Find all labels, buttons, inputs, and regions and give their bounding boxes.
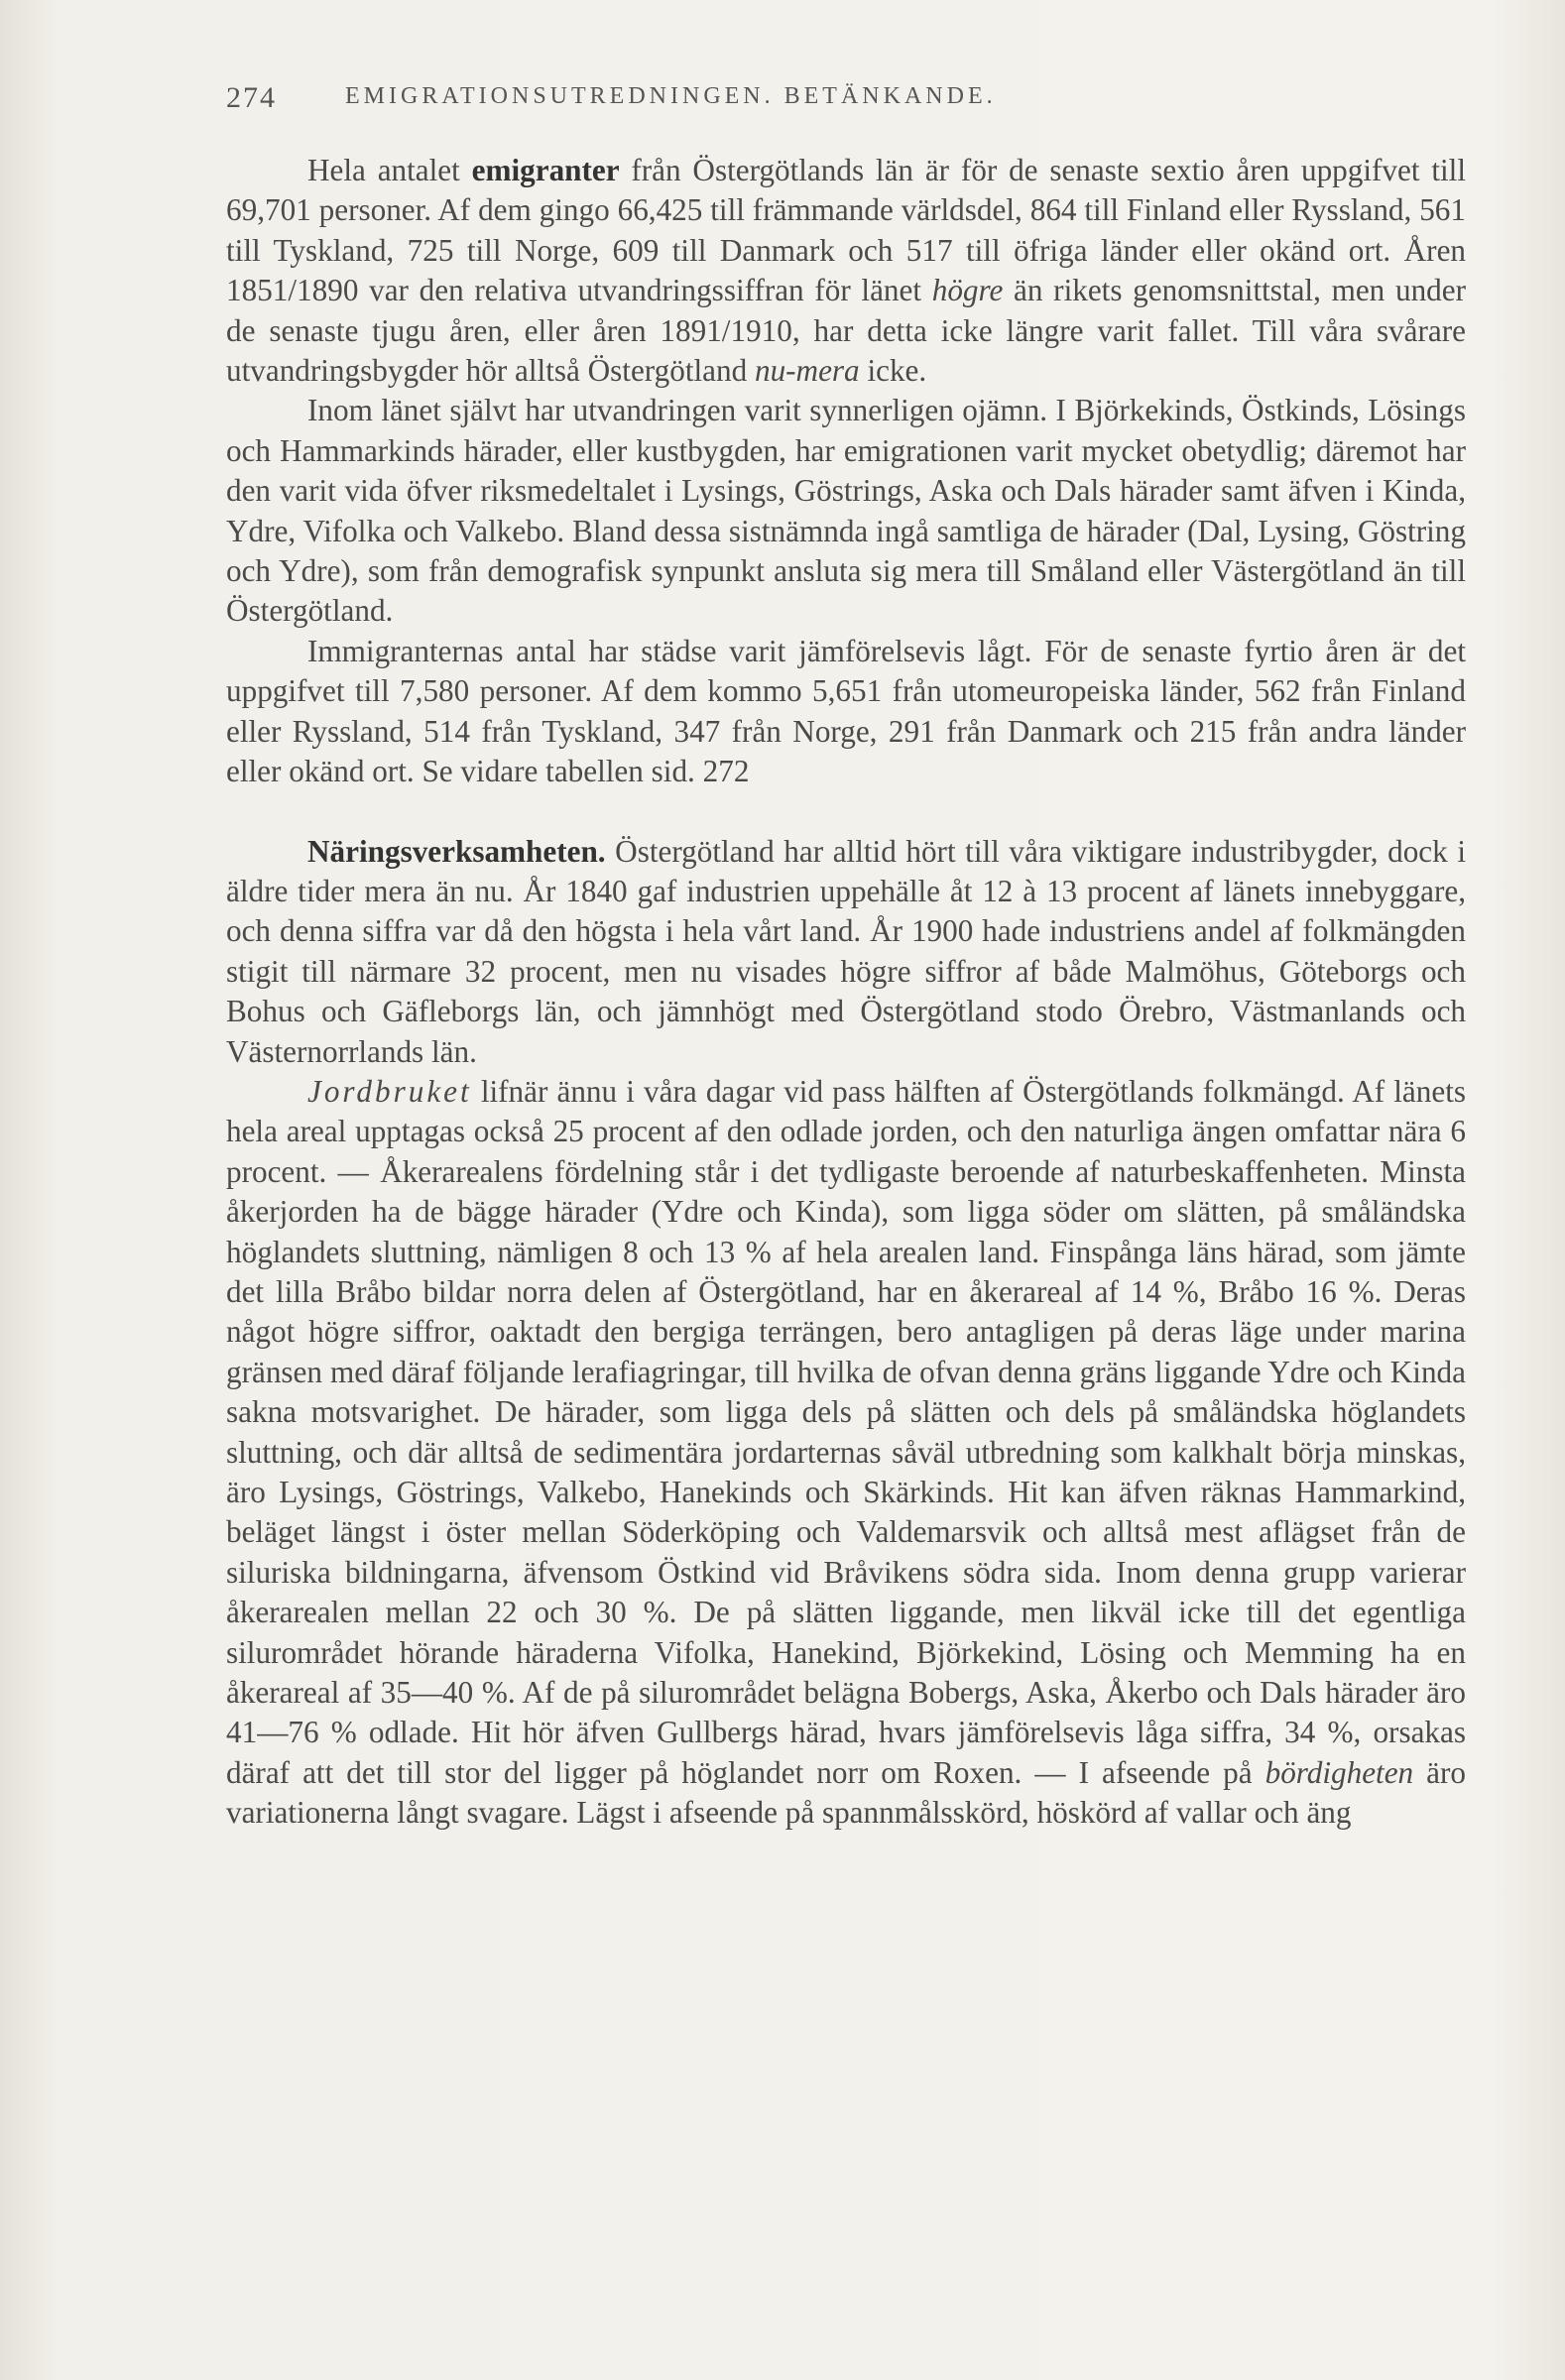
paragraph-4: Näringsverksamheten. Östergötland har alltid hört till våra viktigare industribygder, dock i äldre tider mera än nu. År 1840 gaf industrien uppehälle åt 12 à 13 procent af länets innebyggare, och denna siffra var då den högsta i hela vårt land. År 1900 hade industriens andel af folkmängden stigit till närmare 32 procent, men nu visades högre siffror af både Malmöhus, Göteborgs och Bohus och Gäfleborgs län, och jämnhögt med Östergötland stodo Örebro, Västmanlands och Västernorrlands län. <box>226 833 1466 1069</box>
paragraph-5: Jordbruket lifnär ännu i våra dagar vid pass hälften af Östergötlands folkmängd. Af länets hela areal upptagas också 25 procent af den odlade jorden, och den naturliga ängen omfattar nära 6 procent. — Åkerarealens fördelning står i det tydligaste beroende af naturbeskaffenheten. Minsta åkerjorden ha de bägge härader (Ydre och Kinda), som ligga söder om slätten, på småländska höglandets sluttning, nämligen 8 och 13 % af hela arealen land. Finspånga läns härad, som jämte det lilla Bråbo bildar norra delen af Östergötland, har en åkerareal af 14 %, Bråbo 16 %. Deras något högre siffror, oaktadt den bergiga terrängen, bero antagligen på deras läge under marina gränsen med däraf följande lerafiagringar, till hvilka de ofvan denna gräns liggande Ydre och Kinda sakna motsvarighet. De härader, som ligga dels på slätten och dels på småländska höglandets sluttning, och där alltså de sedimentära jordarternas såväl utbredning som kalkhalt börja minskas, äro Lysings, Göstrings, Valkebo, Hanekinds och Skärkinds. Hit kan äfven räknas Hammarkind, beläget längst i öster mellan Söderköping och Valdemarsvik och alltså mest aflägset från de siluriska bildningarna, äfvensom Östkind vid Bråvikens södra sida. Inom denna grupp varierar åkerarealen mellan 22 och 30 %. De på slätten liggande, men likväl icke till det egentliga silurområdet hörande häraderna Vifolka, Hanekind, Björkekind, Lösing och Memming ha en åkerareal af 35—40 %. Af de på silurområdet belägna Bobergs, Aska, Åkerbo och Dals härader äro 41—76 % odlade. Hit hör äfven Gullbergs härad, hvars jämförelsevis låga siffra, 34 %, orsakas däraf att det till stor del ligger på höglandet norr om Roxen. — I afseende på bördigheten äro variationerna långt svagare. Lägst i afseende på spannmålsskörd, höskörd af vallar och äng <box>226 1073 1467 1831</box>
page-header <box>226 81 1466 131</box>
page-number: 274 <box>226 81 277 114</box>
paragraph-1: Hela antalet emigranter från Östergötlands län är för de senaste sextio åren uppgifvet till 69,701 personer. Af dem gingo 66,425 till främmande världsdel, 864 till Finland eller Ryssland, 561 till Tyskland, 725 till Norge, 609 till Danmark och 517 till öfriga länder eller okänd ort. Åren 1851/1890 var den relativa utvandringssiffran för länet högre än rikets genomsnittstal, men under de senaste tjugu åren, eller åren 1891/1910, har detta icke längre varit fallet. Till våra svårare utvandringsbygder hör alltså Östergötland nu-mera icke. <box>226 153 1467 389</box>
page-body <box>226 151 1466 1834</box>
paragraph-3: Immigranternas antal har städse varit jämförelsevis lågt. För de senaste fyrtio åren är det uppgifvet till 7,580 personer. Af dem kommo 5,651 från utomeuropeiska länder, 562 från Finland eller Ryssland, 514 från Tyskland, 347 från Norge, 291 från Danmark och 215 från andra länder eller okänd ort. Se vidare tabellen sid. 272 <box>226 633 1466 789</box>
paragraph-2: Inom länet självt har utvandringen varit synnerligen ojämn. I Björkekinds, Östkinds, Lösings och Hammarkinds härader, eller kustbygden, har emigrationen varit mycket obetydlig; däremot har den varit vida öfver riksmedeltalet i Lysings, Göstrings, Aska och Dals härader samt äfven i Kinda, Ydre, Vifolka och Valkebo. Bland dessa sistnämnda ingå samtliga de härader (Dal, Lysing, Göstring och Ydre), som från demografisk synpunkt ansluta sig mera till Småland eller Västergötland än till Östergötland. <box>226 393 1466 629</box>
running-head: EMIGRATIONSUTREDNINGEN. BETÄNKANDE. <box>345 83 997 109</box>
